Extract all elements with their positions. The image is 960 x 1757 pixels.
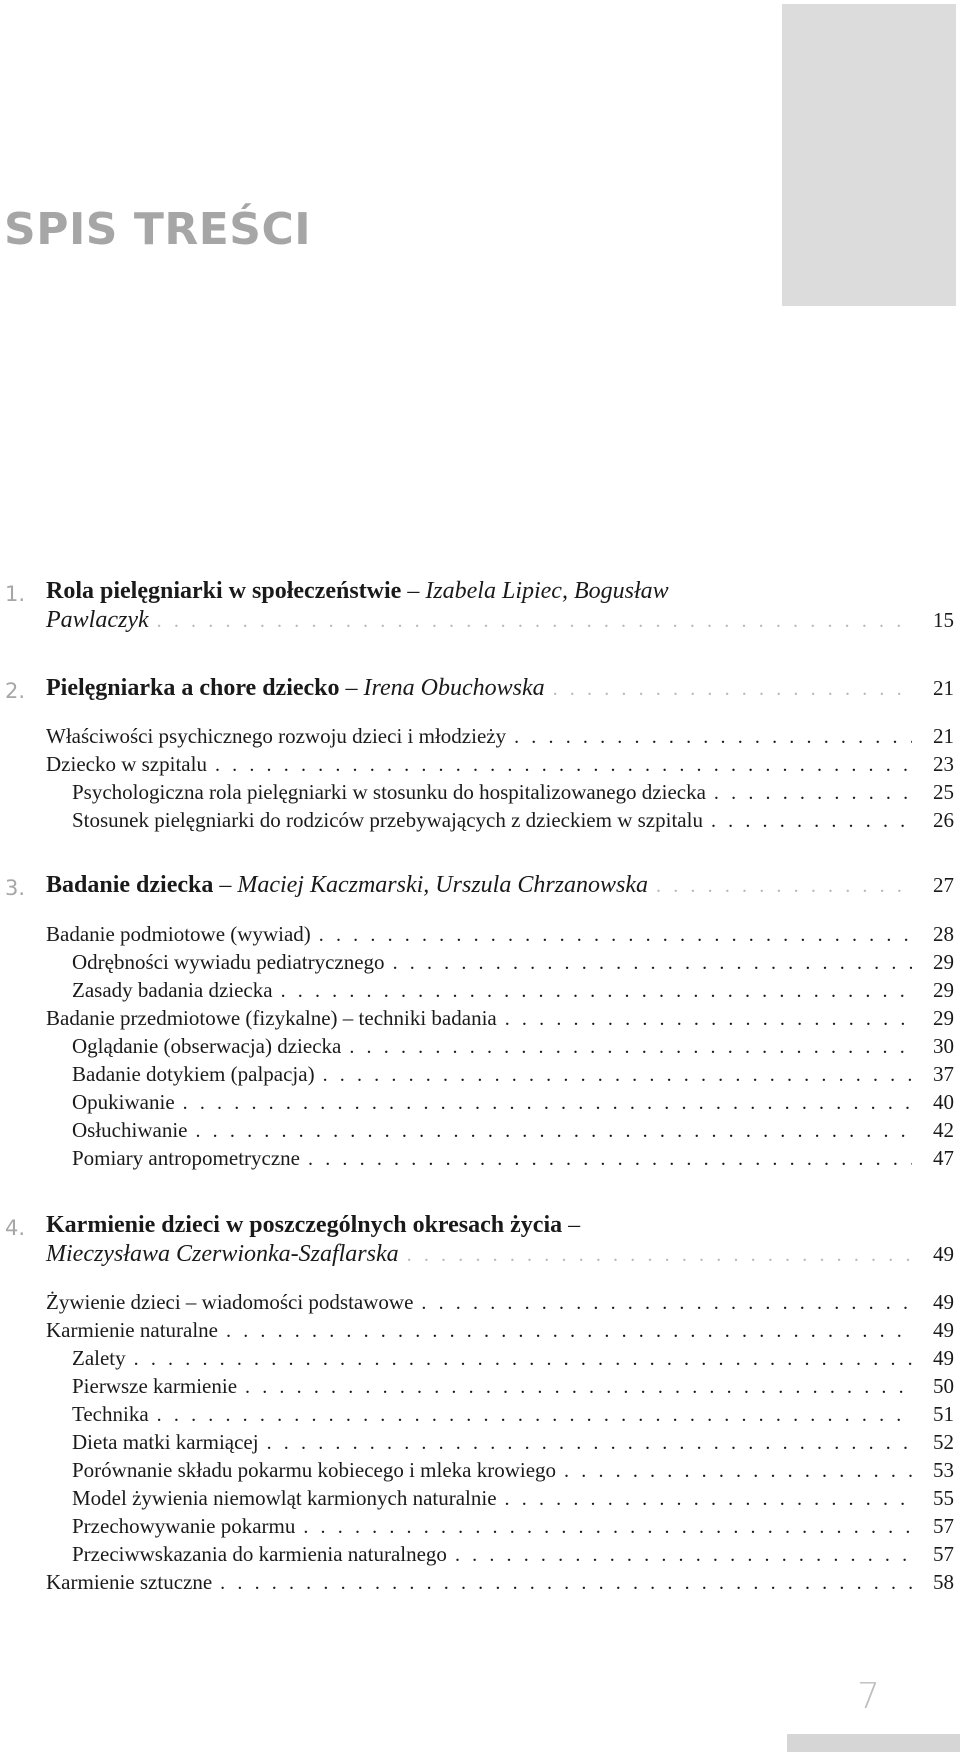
toc-entry-chapter[interactable]: [46, 1241, 954, 1268]
dot-leader: [303, 1514, 912, 1539]
chapter-authors: Maciej Kaczmarski, Urszula Chrzanowska: [237, 872, 649, 898]
page-ref: 27: [933, 873, 954, 897]
chapter-dash: –: [407, 578, 420, 604]
dot-leader: [215, 752, 912, 777]
page-ref: 28: [933, 922, 954, 946]
chapter-authors: Izabela Lipiec, Bogusław: [425, 578, 669, 604]
entry-text: Osłuchiwanie: [72, 1118, 188, 1142]
page-ref: 55: [933, 1486, 954, 1510]
toc-subentry[interactable]: [72, 780, 954, 805]
chapter-authors: Irena Obuchowska: [363, 675, 545, 701]
toc-subentry[interactable]: [72, 1486, 954, 1511]
page-ref: 52: [933, 1430, 954, 1454]
page-number: 7: [857, 1676, 880, 1717]
page-ref: 50: [933, 1374, 954, 1398]
decorative-gray-bar: [787, 1734, 960, 1752]
dot-leader: [226, 1318, 912, 1343]
toc-entry-chapter[interactable]: [46, 675, 954, 702]
dot-leader: [245, 1374, 912, 1399]
entry-text: Badanie dotykiem (palpacja): [72, 1062, 315, 1086]
dot-leader: [505, 1486, 912, 1511]
page-ref: 47: [933, 1146, 954, 1170]
entry-text: Przeciwwskazania do karmienia naturalnego: [72, 1542, 447, 1566]
entry-text: Karmienie naturalne: [46, 1318, 218, 1342]
page-ref: 37: [933, 1062, 954, 1086]
page-ref: 29: [933, 978, 954, 1002]
toc-subentry[interactable]: [72, 978, 954, 1003]
page-ref: 40: [933, 1090, 954, 1114]
decorative-gray-block: [782, 4, 956, 306]
toc-entry[interactable]: [46, 1006, 954, 1031]
dot-leader: [220, 1570, 912, 1595]
dot-leader: [393, 950, 912, 975]
chapter-dash: –: [219, 872, 232, 898]
toc-entry[interactable]: [46, 1570, 954, 1595]
chapter-number: 1.: [5, 582, 26, 606]
toc-subentry[interactable]: [72, 1374, 954, 1399]
toc-subentry[interactable]: [72, 1034, 954, 1059]
toc-subentry[interactable]: [72, 1062, 954, 1087]
entry-text: Przechowywanie pokarmu: [72, 1514, 296, 1538]
page-ref: 51: [933, 1402, 954, 1426]
chapter-title: Karmienie dzieci w poszczególnych okresach życia: [46, 1212, 563, 1238]
chapter-number: 4.: [5, 1216, 26, 1240]
page-title: SPIS TREŚCI: [4, 204, 312, 255]
dot-leader: [564, 1458, 912, 1483]
entry-text: Badanie przedmiotowe (fizykalne) – techniki badania: [46, 1006, 497, 1030]
toc-entry[interactable]: [46, 1318, 954, 1343]
chapter-authors: Mieczysława Czerwionka-Szaflarska: [46, 1241, 399, 1267]
page-ref: 21: [933, 724, 954, 748]
dot-leader: [267, 1430, 912, 1455]
dot-leader: [455, 1542, 912, 1567]
entry-text: Technika: [72, 1402, 149, 1426]
page-ref: 30: [933, 1034, 954, 1058]
dot-leader: [134, 1346, 912, 1371]
entry-text: Odrębności wywiadu pediatrycznego: [72, 950, 385, 974]
dot-leader: [407, 1242, 912, 1267]
entry-text: Badanie podmiotowe (wywiad): [46, 922, 311, 946]
toc-subentry[interactable]: [72, 1146, 954, 1171]
page-ref: 15: [933, 608, 954, 632]
chapter-title: Rola pielęgniarki w społeczeństwie: [46, 578, 402, 604]
toc-subentry[interactable]: [72, 1346, 954, 1371]
entry-text: Porównanie składu pokarmu kobiecego i mleka krowiego: [72, 1458, 557, 1482]
dot-leader: [349, 1034, 912, 1059]
entry-text: Opukiwanie: [72, 1090, 175, 1114]
entry-text: Pomiary antropometryczne: [72, 1146, 301, 1170]
toc-entry[interactable]: [46, 922, 954, 947]
dot-leader: [319, 922, 912, 947]
entry-text: Żywienie dzieci – wiadomości podstawowe: [46, 1290, 414, 1314]
dot-leader: [195, 1118, 912, 1143]
page-ref: 53: [933, 1458, 954, 1482]
toc-entry[interactable]: [46, 1290, 954, 1315]
chapter-title: Badanie dziecka: [46, 872, 214, 898]
toc-subentry[interactable]: [72, 1458, 954, 1483]
entry-text: Karmienie sztuczne: [46, 1570, 213, 1594]
dot-leader: [421, 1290, 912, 1315]
chapter-authors-cont: Pawlaczyk: [46, 607, 149, 633]
dot-leader: [505, 1006, 912, 1031]
page-ref: 29: [933, 1006, 954, 1030]
dot-leader: [514, 724, 912, 749]
entry-text: Psychologiczna rola pielęgniarki w stosunku do hospitalizowanego dziecka: [72, 780, 706, 804]
entry-text: Pierwsze karmienie: [72, 1374, 238, 1398]
entry-text: Dziecko w szpitalu: [46, 752, 207, 776]
dot-leader: [553, 676, 912, 701]
page-ref: 21: [933, 676, 954, 700]
toc-entry[interactable]: [46, 752, 954, 777]
chapter-number: 3.: [5, 876, 26, 900]
page-ref: 57: [933, 1514, 954, 1538]
entry-text: Zalety: [72, 1346, 126, 1370]
page-ref: 25: [933, 780, 954, 804]
toc-subentry[interactable]: [72, 1514, 954, 1539]
chapter-heading[interactable]: [46, 578, 669, 605]
toc-subentry[interactable]: [72, 1402, 954, 1427]
dot-leader: [183, 1090, 912, 1115]
page-ref: 23: [933, 752, 954, 776]
toc-subentry[interactable]: [72, 1430, 954, 1455]
dot-leader: [714, 780, 912, 805]
page-ref: 58: [933, 1570, 954, 1594]
dot-leader: [323, 1062, 912, 1087]
dot-leader: [711, 808, 912, 833]
page-ref: 42: [933, 1118, 954, 1142]
page-ref: 49: [933, 1242, 954, 1266]
toc-entry[interactable]: [46, 724, 954, 749]
page-ref: 29: [933, 950, 954, 974]
chapter-title: Pielęgniarka a chore dziecko: [46, 675, 340, 701]
chapter-dash: –: [568, 1212, 581, 1238]
toc-entry-chapter[interactable]: [46, 607, 954, 634]
toc-subentry[interactable]: [72, 808, 954, 833]
chapter-heading[interactable]: [46, 1212, 580, 1239]
dot-leader: [157, 1402, 912, 1427]
page-ref: 26: [933, 808, 954, 832]
page-ref: 49: [933, 1290, 954, 1314]
chapter-dash: –: [345, 675, 358, 701]
toc-subentry[interactable]: [72, 1542, 954, 1567]
entry-text: Model żywienia niemowląt karmionych naturalnie: [72, 1486, 497, 1510]
page-ref: 49: [933, 1318, 954, 1342]
entry-text: Oglądanie (obserwacja) dziecka: [72, 1034, 342, 1058]
entry-text: Właściwości psychicznego rozwoju dzieci i młodzieży: [46, 724, 507, 748]
toc-subentry[interactable]: [72, 1118, 954, 1143]
toc-entry-chapter[interactable]: [46, 872, 954, 899]
dot-leader: [656, 873, 912, 898]
chapter-number: 2.: [5, 679, 26, 703]
entry-text: Dieta matki karmiącej: [72, 1430, 259, 1454]
entry-text: Zasady badania dziecka: [72, 978, 273, 1002]
dot-leader: [157, 608, 912, 633]
page-ref: 57: [933, 1542, 954, 1566]
dot-leader: [308, 1146, 912, 1171]
toc-subentry[interactable]: [72, 950, 954, 975]
page-ref: 49: [933, 1346, 954, 1370]
toc-subentry[interactable]: [72, 1090, 954, 1115]
entry-text: Stosunek pielęgniarki do rodziców przebywających z dzieckiem w szpitalu: [72, 808, 703, 832]
dot-leader: [281, 978, 912, 1003]
